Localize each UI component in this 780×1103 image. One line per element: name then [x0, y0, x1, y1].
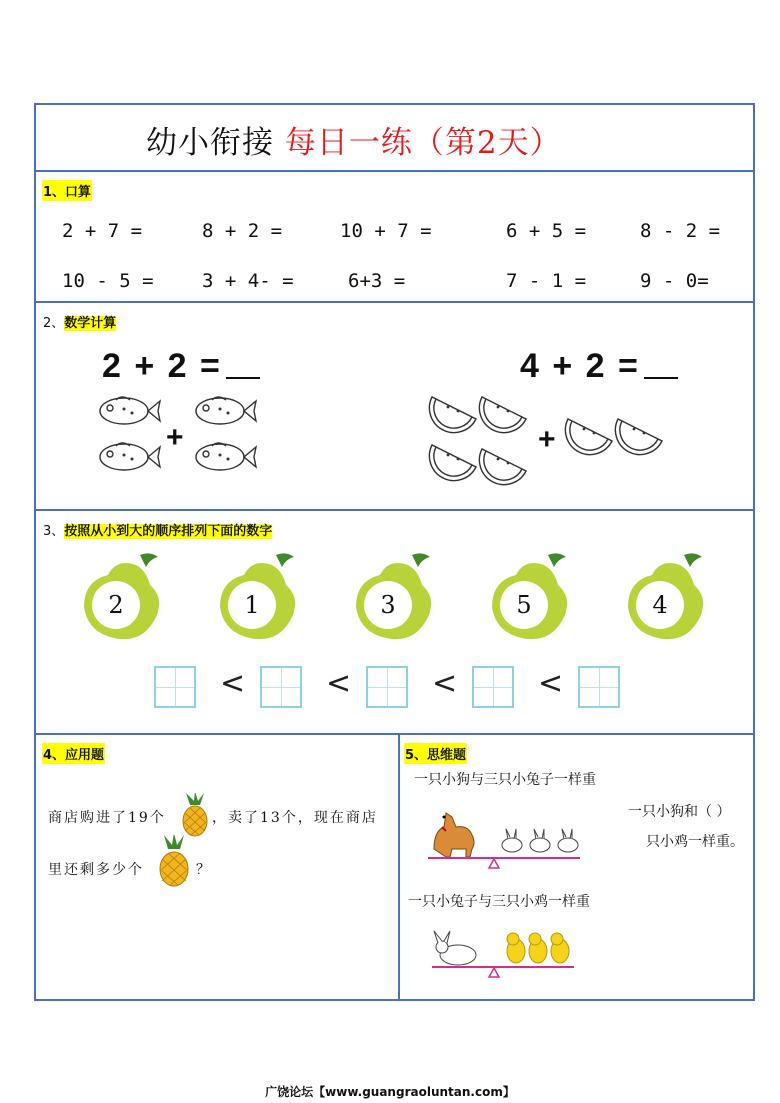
- pear-card: [352, 549, 444, 641]
- pear-number: 4: [652, 591, 668, 619]
- eq1-text: 2 + 2 =: [102, 347, 222, 385]
- equation: 6 + 5 =: [506, 220, 587, 242]
- statement-2: 一只小兔子与三只小鸡一样重: [408, 894, 590, 910]
- answer-box[interactable]: [366, 666, 408, 708]
- fish-icon: [94, 391, 164, 481]
- equation: 3 + 4- =: [202, 270, 294, 292]
- section3-label: [42, 519, 273, 540]
- problem-text: ，卖了13个，现在商店: [212, 810, 378, 826]
- section4-label: 4、应用题: [42, 743, 105, 764]
- title-row: [36, 105, 753, 172]
- pear-card: [624, 549, 716, 641]
- section-word-problems: [36, 735, 753, 999]
- footer-source: 广饶论坛【www.guangraoluntan.com】: [265, 1085, 515, 1099]
- pear-card: [488, 549, 580, 641]
- answer-box[interactable]: [472, 666, 514, 708]
- answer-box[interactable]: [260, 666, 302, 708]
- less-than-sign: <: [432, 666, 458, 701]
- section2-label-prefix: 2、: [43, 316, 65, 331]
- section-picture-math: [36, 303, 753, 511]
- rabbit-chicks-scale: [432, 921, 582, 979]
- plus-sign: +: [538, 423, 556, 456]
- equation: 9 - 0=: [640, 270, 709, 292]
- section1-label: 1、口算: [42, 180, 92, 201]
- picture-equation-1: [102, 347, 260, 386]
- question-line-1: 一只小狗和（ ）: [628, 804, 731, 820]
- chick-icon: [507, 933, 569, 963]
- worksheet: [34, 103, 755, 1001]
- pear-card: [216, 549, 308, 641]
- less-than-sign: <: [538, 666, 564, 701]
- equation: 2 + 7 =: [62, 220, 143, 242]
- pineapple-icon: [156, 835, 192, 887]
- question-line-2: 只小鸡一样重。: [646, 834, 744, 850]
- pear-number: 1: [244, 591, 260, 619]
- less-than-sign: <: [326, 666, 352, 701]
- equation: 6+3 =: [348, 270, 406, 292]
- equation: 7 - 1 =: [506, 270, 587, 292]
- answer-blank[interactable]: [226, 351, 260, 379]
- rabbit-icon: [434, 931, 476, 965]
- less-than-sign: <: [220, 666, 246, 701]
- statement-1: 一只小狗与三只小兔子一样重: [414, 772, 596, 788]
- picture-equation-2: [520, 347, 678, 386]
- section-mental-math: [36, 172, 753, 303]
- problem-text: ？: [196, 862, 210, 878]
- pear-card: [80, 549, 172, 641]
- title-red: 每日一练（第2天）: [284, 125, 562, 161]
- pear-number: 5: [516, 591, 532, 619]
- section2-label: [42, 311, 117, 332]
- eq2-text: 4 + 2 =: [520, 347, 640, 385]
- watermelon-icon: [564, 411, 674, 461]
- section3-label-prefix: 3、: [43, 524, 65, 539]
- section3-label-text: 按照从小到大的顺序排列下面的数字: [64, 524, 273, 539]
- section5-label: 5、思维题: [404, 743, 467, 764]
- title-black: 幼小衔接: [146, 125, 274, 161]
- equation: 8 - 2 =: [640, 220, 721, 242]
- problem-text: 商店购进了19个: [48, 810, 166, 826]
- pear-number: 2: [108, 591, 124, 619]
- section2-label-text: 数学计算: [64, 316, 117, 331]
- problem-text: 里还剩多少个: [48, 862, 144, 878]
- plus-sign: +: [166, 421, 184, 454]
- pear-number: 3: [380, 591, 396, 619]
- equation: 10 - 5 =: [62, 270, 154, 292]
- section-ordering: [36, 511, 753, 735]
- equation: 10 + 7 =: [340, 220, 432, 242]
- dog-icon: [434, 813, 474, 857]
- fish-icon: [190, 391, 260, 481]
- pineapple-icon: [180, 793, 210, 837]
- answer-box[interactable]: [578, 666, 620, 708]
- equation: 8 + 2 =: [202, 220, 283, 242]
- column-divider: [398, 735, 400, 999]
- answer-box[interactable]: [154, 666, 196, 708]
- watermelon-icon: [428, 389, 538, 489]
- dog-rabbits-scale: [428, 799, 586, 869]
- page-title: [146, 117, 562, 162]
- answer-blank[interactable]: [644, 351, 678, 379]
